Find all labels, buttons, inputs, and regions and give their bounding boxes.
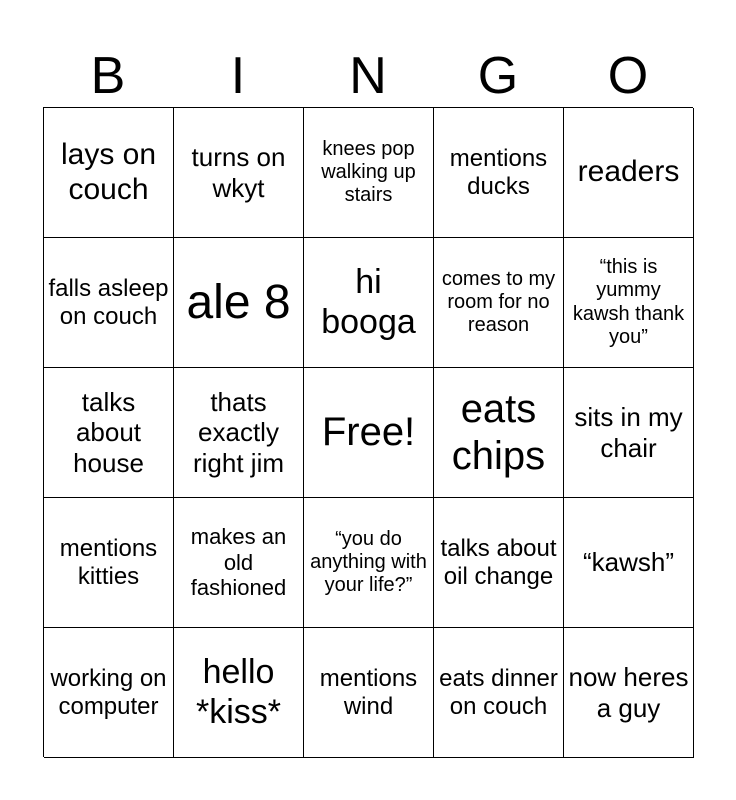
bingo-cell[interactable] [434,108,564,238]
cell-text: lays on couch [60,137,157,206]
cell-text: now heres a guy [568,662,689,723]
bingo-cell[interactable] [564,238,694,368]
cell-text: falls asleep on couch [48,274,169,330]
header-letter-b: B [90,47,126,105]
header-letter-n: N [349,47,387,105]
cell-text: mentions ducks [449,144,548,200]
bingo-cell[interactable] [44,628,174,758]
cell-text: eats chips [451,387,546,478]
bingo-cell[interactable] [44,108,174,238]
cell-text: mentions kitties [59,534,158,590]
cell-text: knees pop walking up stairs [321,137,416,207]
bingo-cell[interactable] [434,498,564,628]
cell-text: working on computer [50,664,167,720]
bingo-header [43,44,693,108]
cell-text: readers [577,155,680,189]
bingo-cell[interactable] [434,238,564,368]
cell-text: thats exactly right jim [192,387,284,478]
bingo-cell[interactable] [434,628,564,758]
cell-text: “this is yummy kawsh thank you” [572,256,685,348]
bingo-cell[interactable] [434,368,564,498]
bingo-cell[interactable] [304,238,434,368]
bingo-cell[interactable] [304,498,434,628]
header-letter-g: G [477,47,519,105]
cell-text: hello *kiss* [195,653,282,731]
bingo-cell[interactable] [174,238,304,368]
free-space-text: Free! [321,410,416,455]
cell-text: turns on wkyt [191,142,286,203]
bingo-cell[interactable] [44,238,174,368]
bingo-cell[interactable] [174,628,304,758]
bingo-cell[interactable] [44,498,174,628]
bingo-cell[interactable] [174,368,304,498]
cell-text: hi booga [321,263,416,341]
bingo-cell[interactable] [564,498,694,628]
cell-text: mentions wind [319,664,418,720]
cell-text: “you do anything with your life?” [310,527,427,597]
bingo-cell[interactable] [304,108,434,238]
cell-text: talks about house [73,387,144,478]
cell-text: talks about oil change [440,534,557,590]
free-space-cell[interactable] [304,368,434,498]
bingo-cell[interactable] [174,108,304,238]
header-letter-i: I [230,47,246,105]
bingo-cell[interactable] [564,628,694,758]
bingo-cell[interactable] [304,628,434,758]
header-letter-o: O [607,47,649,105]
cell-text: ale 8 [186,275,291,329]
cell-text: “kawsh” [582,547,674,578]
bingo-cell[interactable] [564,368,694,498]
cell-text: eats dinner on couch [439,664,558,720]
cell-text: makes an old fashioned [190,524,287,601]
cell-text: sits in my chair [574,402,683,463]
cell-text: comes to my room for no reason [441,267,556,337]
bingo-cell[interactable] [564,108,694,238]
bingo-card-grid [43,107,693,757]
bingo-cell[interactable] [174,498,304,628]
bingo-cell[interactable] [44,368,174,498]
